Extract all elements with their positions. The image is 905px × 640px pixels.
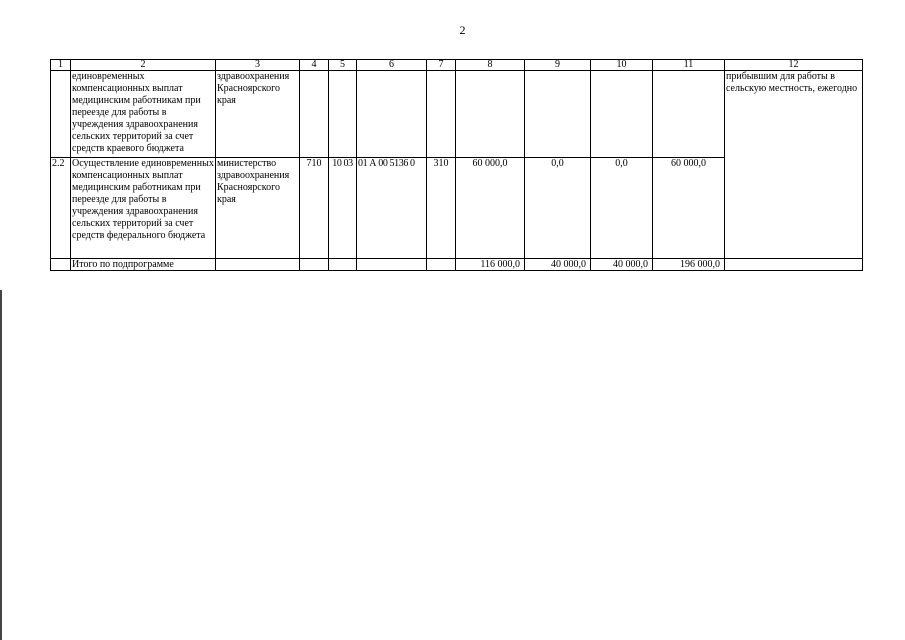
cell-empty: [456, 71, 525, 158]
cell-empty: [653, 71, 725, 158]
cell-empty: [300, 71, 329, 158]
cell-empty: [427, 71, 456, 158]
header-col-3: 3: [216, 60, 300, 71]
cell-section-code: 10 03: [329, 158, 357, 259]
cell-empty: [725, 259, 863, 271]
header-col-11: 11: [653, 60, 725, 71]
cell-empty: [51, 259, 71, 271]
cell-empty: [357, 71, 427, 158]
cell-total-year-3: 40 000,0: [591, 259, 653, 271]
cell-empty: [329, 71, 357, 158]
cell-empty: [300, 259, 329, 271]
header-col-10: 10: [591, 60, 653, 71]
cell-description: единовременных компенсационных выплат медицинским работникам при переезде для работы в учреждения здравоохранения сельских территорий за счет средств краевого бюджета: [71, 71, 216, 158]
cell-amount-total: 60 000,0: [653, 158, 725, 259]
header-col-4: 4: [300, 60, 329, 71]
cell-responsible: здравоохранения Красноярского края: [216, 71, 300, 158]
cell-expense-type: 310: [427, 158, 456, 259]
cell-empty: [525, 71, 591, 158]
table-row-continuation: [51, 71, 863, 158]
header-col-2: 2: [71, 60, 216, 71]
cell-amount-year-1: 60 000,0: [456, 158, 525, 259]
cell-empty: [591, 71, 653, 158]
cell-description: Осуществление единовременных компенсационных выплат медицинским работникам при переезде для работы в учреждения здравоохранения сельских территорий за счет средств федерального бюджета: [71, 158, 216, 259]
cell-index: [51, 71, 71, 158]
cell-responsible: министерство здравоохранения Красноярского края: [216, 158, 300, 259]
cell-empty: [216, 259, 300, 271]
cell-total-year-2: 40 000,0: [525, 259, 591, 271]
cell-amount-year-2: 0,0: [525, 158, 591, 259]
cell-target-code: 01 А 00 5136 0: [357, 158, 427, 259]
header-col-6: 6: [357, 60, 427, 71]
cell-empty: [329, 259, 357, 271]
cell-expected-result: прибывшим для работы в сельскую местность, ежегодно: [725, 71, 863, 259]
table-row-total: [51, 259, 863, 271]
cell-grbs-code: 710: [300, 158, 329, 259]
budget-table: [50, 59, 863, 271]
header-col-12: 12: [725, 60, 863, 71]
header-col-7: 7: [427, 60, 456, 71]
page-number: 2: [459, 23, 466, 37]
cell-amount-year-3: 0,0: [591, 158, 653, 259]
cell-total-year-1: 116 000,0: [456, 259, 525, 271]
cell-empty: [357, 259, 427, 271]
scan-edge-line: [0, 290, 2, 640]
header-col-8: 8: [456, 60, 525, 71]
cell-total-sum: 196 000,0: [653, 259, 725, 271]
header-col-5: 5: [329, 60, 357, 71]
header-col-1: 1: [51, 60, 71, 71]
header-row: [51, 60, 863, 71]
cell-empty: [427, 259, 456, 271]
cell-total-label: Итого по подпрограмме: [71, 259, 216, 271]
header-col-9: 9: [525, 60, 591, 71]
cell-index: 2.2: [51, 158, 71, 259]
